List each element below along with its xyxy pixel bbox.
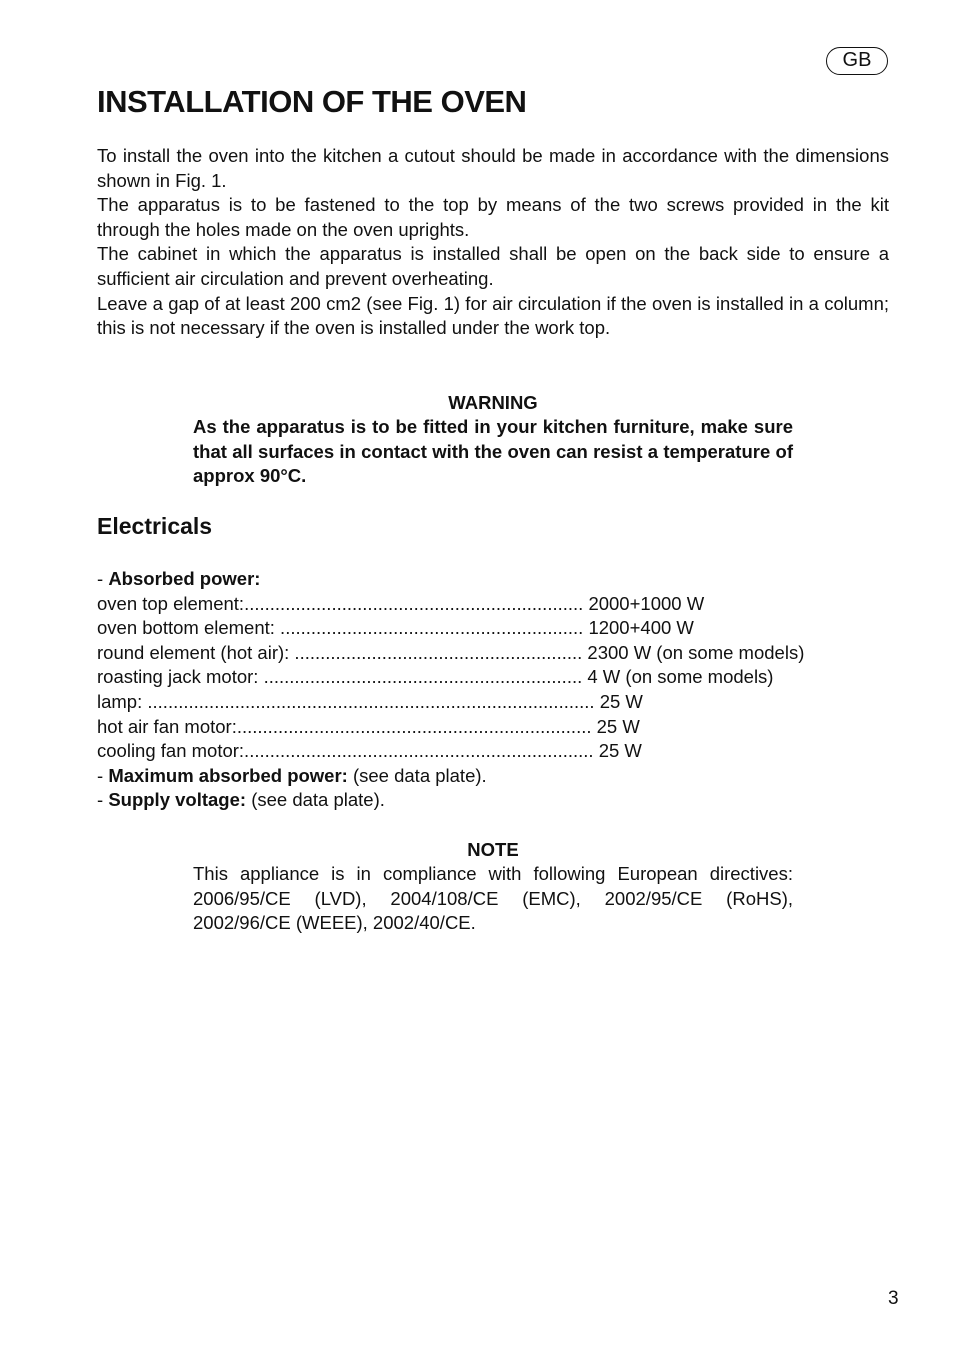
intro-paragraph: The cabinet in which the apparatus is installed shall be open on the back side to ensure a sufficient air circulation and prevent overheating. bbox=[97, 243, 889, 289]
power-row: cooling fan motor:.................................................................... 25 W bbox=[97, 740, 642, 762]
power-row: hot air fan motor:..................................................................... 25 W bbox=[97, 715, 640, 737]
list-dash: - bbox=[97, 789, 109, 811]
power-row: roasting jack motor: .............................................................. 4 W (on some models) bbox=[97, 666, 774, 688]
power-row: oven top element:.................................................................. 2000+1000 W bbox=[97, 592, 705, 614]
supply-voltage-label: Supply voltage: bbox=[108, 789, 247, 811]
absorbed-power-label: Absorbed power: bbox=[108, 568, 261, 589]
language-badge: GB bbox=[826, 47, 888, 75]
intro-text bbox=[97, 144, 889, 341]
absorbed-power-header bbox=[97, 567, 897, 592]
page-number: 3 bbox=[888, 1288, 899, 1309]
max-power-label: Maximum absorbed power: bbox=[108, 764, 348, 786]
warning-title: WARNING bbox=[448, 392, 538, 413]
supply-voltage-row bbox=[97, 788, 897, 813]
electricals-list bbox=[97, 567, 897, 813]
max-power-value: (see data plate). bbox=[347, 764, 487, 786]
electricals-heading: Electricals bbox=[97, 513, 213, 539]
intro-paragraph: The apparatus is to be fastened to the top by means of the two screws provided in the kit through the holes made on the oven uprights. bbox=[97, 194, 889, 240]
note-title: NOTE bbox=[467, 839, 519, 860]
list-dash: - bbox=[97, 764, 109, 786]
note-body: This appliance is in compliance with following European directives: 2006/95/CE (LVD), 2004/108/CE (EMC), 2002/95/CE (RoHS), 2002/96/CE (WEEE), 2002/40/CE. bbox=[193, 863, 793, 934]
list-dash: - bbox=[97, 568, 109, 589]
page-title: INSTALLATION OF THE OVEN bbox=[97, 84, 527, 119]
warning-body: As the apparatus is to be fitted in your kitchen furniture, make sure that all surfaces in contact with the oven can resist a temperature of approx 90°C. bbox=[193, 416, 793, 487]
power-row: round element (hot air): ........................................................ 2300 W (on some models) bbox=[97, 641, 805, 663]
power-row: lamp: ....................................................................................... 25 W bbox=[97, 690, 643, 712]
intro-paragraph: To install the oven into the kitchen a cutout should be made in accordance with the dimensions shown in Fig. 1. bbox=[97, 145, 889, 191]
supply-voltage-value: (see data plate). bbox=[246, 789, 385, 811]
power-row: oven bottom element: ........................................................... 1200+400 W bbox=[97, 617, 694, 639]
max-power-row bbox=[97, 764, 897, 789]
intro-paragraph: Leave a gap of at least 200 cm2 (see Fig. 1) for air circulation if the oven is installed in a column; this is not necessary if the oven is installed under the work top. bbox=[97, 292, 889, 339]
